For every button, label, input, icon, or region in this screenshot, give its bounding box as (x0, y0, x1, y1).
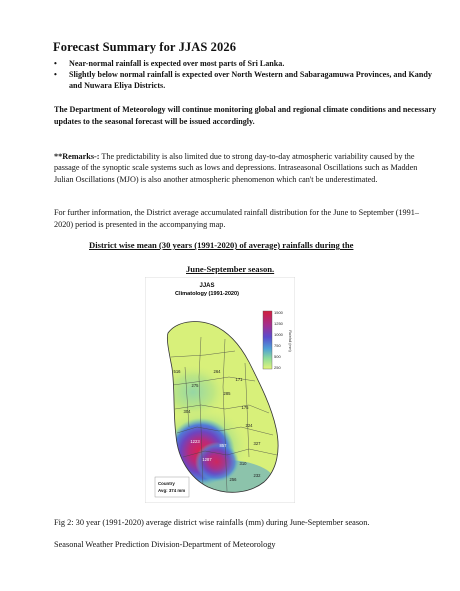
district-value: 857 (219, 443, 227, 448)
district-value: 327 (253, 441, 261, 446)
colorbar-tick: 250 (274, 365, 281, 370)
district-value: 1223 (190, 439, 200, 444)
colorbar-unit: Rainfall (mm) (288, 330, 292, 352)
district-value: 256 (229, 477, 237, 482)
district-value: 175 (241, 405, 249, 410)
district-value: 310 (239, 461, 247, 466)
district-value: 224 (245, 423, 253, 428)
remarks-paragraph (54, 151, 438, 185)
district-value: 275 (191, 383, 199, 388)
remarks-label: **Remarks-: (54, 152, 100, 161)
forecast-bullet: • Slightly below normal rainfall is expected over North Western and Sabaragamuwa Provinces, and Kandy and Nuwara Eliya Districts. (54, 69, 434, 91)
district-value: 285 (223, 391, 231, 396)
map-title-line2: Climatology (1991-2020) (174, 291, 240, 297)
forecast-title: Forecast Summary for JJAS 2026 (53, 40, 237, 54)
country-average-box (155, 477, 189, 497)
colorbar-tick: 750 (274, 343, 281, 348)
forecast-bullet: • Near-normal rainfall is expected over most parts of Sri Lanka. (54, 58, 434, 69)
division-footer: Seasonal Weather Prediction Division-Department of Meteorology (54, 540, 276, 549)
colorbar-tick: 1000 (274, 332, 283, 337)
rainfall-map (145, 277, 295, 503)
map-title-line1: JJAS (199, 283, 215, 289)
district-value: 516 (173, 369, 181, 374)
forecast-bullet-list (54, 58, 434, 92)
further-info-paragraph: For further information, the District average accumulated rainfall distribution for the June to September (1991–2020) period is presented in the accompanying map. (54, 208, 419, 229)
figure-caption: Fig 2: 30 year (1991-2020) average district wise rainfalls (mm) during June-September season. (54, 518, 370, 527)
map-heading-line1: District wise mean (30 years (1991-2020) of average) rainfalls during the (89, 240, 354, 250)
district-value: 1287 (202, 457, 212, 462)
country-average-label: Country (158, 481, 175, 486)
remarks-text: The predictability is also limited due to strong day-to-day atmospheric variability caused by the passage of the synoptic scale systems such as lows and depressions. Intraseasonal Oscillations such as Madden Julian Oscillations (MJO) is also another atmospheric phenomenon which can't be underestimated. (54, 152, 418, 184)
district-value: 304 (183, 409, 191, 414)
country-average-value: Avg: 374 mm (158, 488, 186, 493)
colorbar-tick: 500 (274, 354, 281, 359)
map-heading-line2: June-September season. (186, 264, 275, 274)
rainfall-map-figure (145, 277, 295, 503)
colorbar-tick: 1500 (274, 310, 283, 315)
colorbar-tick: 1250 (274, 321, 283, 326)
district-value: 264 (213, 369, 221, 374)
colorbar (263, 311, 272, 369)
district-value: 171 (235, 377, 243, 382)
monitoring-note: The Department of Meteorology will continue monitoring global and regional climate conditions and necessary updates to the seasonal forecast will be issued accordingly. (54, 105, 437, 126)
district-value: 232 (253, 473, 261, 478)
